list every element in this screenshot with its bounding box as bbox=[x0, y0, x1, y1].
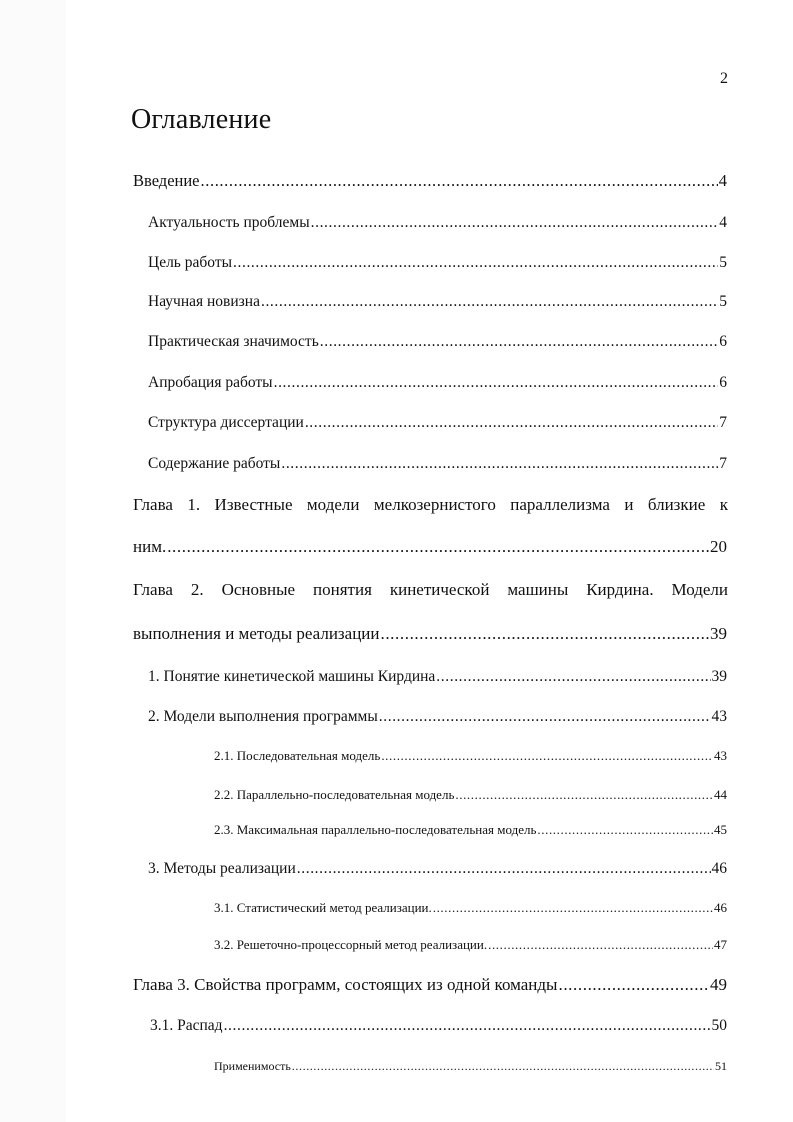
dot-leader bbox=[233, 255, 718, 271]
dot-leader bbox=[261, 294, 718, 310]
toc-entry-label: Актуальность проблемы bbox=[148, 214, 310, 231]
dot-leader bbox=[311, 215, 719, 231]
dot-leader bbox=[292, 1060, 714, 1072]
toc-entry-relevance[interactable] bbox=[148, 215, 727, 231]
toc-entry-chapter1[interactable] bbox=[133, 538, 727, 555]
toc-entry-applicability[interactable] bbox=[214, 1060, 727, 1072]
toc-entry-statistical-method[interactable] bbox=[214, 901, 727, 914]
toc-entry-label: 3.1. Распад bbox=[150, 1017, 223, 1034]
toc-entry-page: 5 bbox=[719, 293, 727, 310]
toc-entry-goal[interactable] bbox=[148, 255, 727, 271]
dot-leader bbox=[201, 173, 718, 190]
toc-entry-page: 43 bbox=[714, 748, 727, 763]
dot-leader bbox=[281, 456, 718, 472]
dot-leader bbox=[380, 625, 709, 642]
dot-leader bbox=[274, 375, 719, 391]
toc-entry-page: 46 bbox=[711, 860, 727, 877]
dot-leader bbox=[537, 823, 713, 836]
toc-entry-introduction[interactable] bbox=[133, 173, 727, 190]
toc-entry-page: 5 bbox=[719, 254, 727, 271]
toc-entry-label: 2.1. Последовательная модель bbox=[214, 748, 381, 763]
toc-entry-parallel-sequential-model[interactable] bbox=[214, 788, 727, 801]
toc-entry-page: 49 bbox=[710, 975, 727, 994]
toc-entry-label: Введение bbox=[133, 171, 200, 190]
toc-entry-label: Научная новизна bbox=[148, 293, 260, 310]
toc-entry-significance[interactable] bbox=[148, 334, 727, 350]
toc-entry-chapter2-line1[interactable]: Глава 2. Основные понятия кинетической машины Кирдина. Модели bbox=[133, 580, 728, 599]
toc-entry-page: 39 bbox=[710, 624, 727, 643]
toc-entry-execution-models[interactable] bbox=[148, 709, 727, 725]
toc-entry-label: 2.2. Параллельно-последовательная модель bbox=[214, 787, 455, 802]
toc-entry-page: 51 bbox=[715, 1059, 727, 1073]
toc-entry-label: 1. Понятие кинетической машины Кирдина bbox=[148, 668, 436, 685]
toc-entry-page: 39 bbox=[711, 668, 727, 685]
toc-entry-label: 3. Методы реализации bbox=[148, 860, 296, 877]
toc-entry-page: 4 bbox=[719, 214, 727, 231]
toc-entry-chapter2[interactable] bbox=[133, 625, 727, 642]
toc-entry-label: Практическая значимость bbox=[148, 333, 319, 350]
toc-entry-implementation-methods[interactable] bbox=[148, 861, 727, 877]
dot-leader bbox=[320, 334, 718, 350]
toc-entry-page: 47 bbox=[714, 937, 727, 952]
toc-entry-label: Содержание работы bbox=[148, 455, 281, 472]
toc-entry-page: 7 bbox=[719, 414, 727, 431]
toc-entry-page: 20 bbox=[710, 537, 727, 556]
toc-entry-content[interactable] bbox=[148, 456, 727, 472]
toc-entry-page: 44 bbox=[714, 787, 727, 802]
toc-entry-page: 6 bbox=[719, 374, 727, 391]
toc-entry-label: 3.2. Решеточно-процессорный метод реализации. bbox=[214, 937, 488, 952]
toc-entry-label: 2.3. Максимальная параллельно-последовательная модель bbox=[214, 822, 537, 837]
page-title: Оглавление bbox=[131, 104, 272, 135]
dot-leader bbox=[433, 901, 713, 914]
toc-entry-label: 3.1. Статистический метод реализации. bbox=[214, 900, 432, 915]
dot-leader bbox=[455, 788, 713, 801]
toc-entry-page: 4 bbox=[718, 171, 727, 190]
dot-leader bbox=[488, 938, 713, 951]
toc-entry-page: 50 bbox=[711, 1017, 727, 1034]
dot-leader bbox=[381, 749, 713, 762]
toc-entry-label: Применимость bbox=[214, 1059, 291, 1073]
dot-leader bbox=[224, 1018, 711, 1034]
toc-entry-page: 6 bbox=[719, 333, 727, 350]
toc-entry-novelty[interactable] bbox=[148, 294, 727, 310]
dot-leader bbox=[379, 709, 711, 725]
toc-entry-page: 46 bbox=[714, 900, 727, 915]
toc-entry-label: Структура диссертации bbox=[148, 414, 304, 431]
dot-leader bbox=[297, 861, 711, 877]
toc-entry-sequential-model[interactable] bbox=[214, 749, 727, 762]
dot-leader bbox=[558, 976, 709, 993]
dot-leader bbox=[305, 415, 718, 431]
toc-entry-label: 2. Модели выполнения программы bbox=[148, 708, 378, 725]
scan-margin bbox=[0, 0, 66, 1122]
toc-entry-label: Глава 3. Свойства программ, состоящих из одной команды bbox=[133, 975, 558, 994]
toc-entry-label: Цель работы bbox=[148, 254, 233, 271]
toc-entry-label: выполнения и методы реализации bbox=[133, 624, 380, 643]
toc-entry-kinetic-machine[interactable] bbox=[148, 669, 727, 685]
toc-entry-lattice-method[interactable] bbox=[214, 938, 727, 951]
toc-entry-decay[interactable] bbox=[150, 1018, 727, 1034]
toc-entry-page: 45 bbox=[714, 822, 727, 837]
toc-entry-structure[interactable] bbox=[148, 415, 727, 431]
dot-leader bbox=[436, 669, 710, 685]
toc-entry-approbation[interactable] bbox=[148, 375, 727, 391]
toc-entry-max-parallel-model[interactable] bbox=[214, 823, 727, 836]
dot-leader bbox=[167, 538, 709, 555]
toc-entry-chapter3[interactable] bbox=[133, 976, 727, 993]
toc-entry-chapter1-line1[interactable]: Глава 1. Известные модели мелкозернистого параллелизма и близкие к bbox=[133, 495, 728, 514]
toc-entry-page: 43 bbox=[711, 708, 727, 725]
toc-entry-label: Апробация работы bbox=[148, 374, 273, 391]
toc-entry-label: ним. bbox=[133, 537, 167, 556]
toc-entry-page: 7 bbox=[719, 455, 727, 472]
page-number: 2 bbox=[720, 70, 728, 87]
